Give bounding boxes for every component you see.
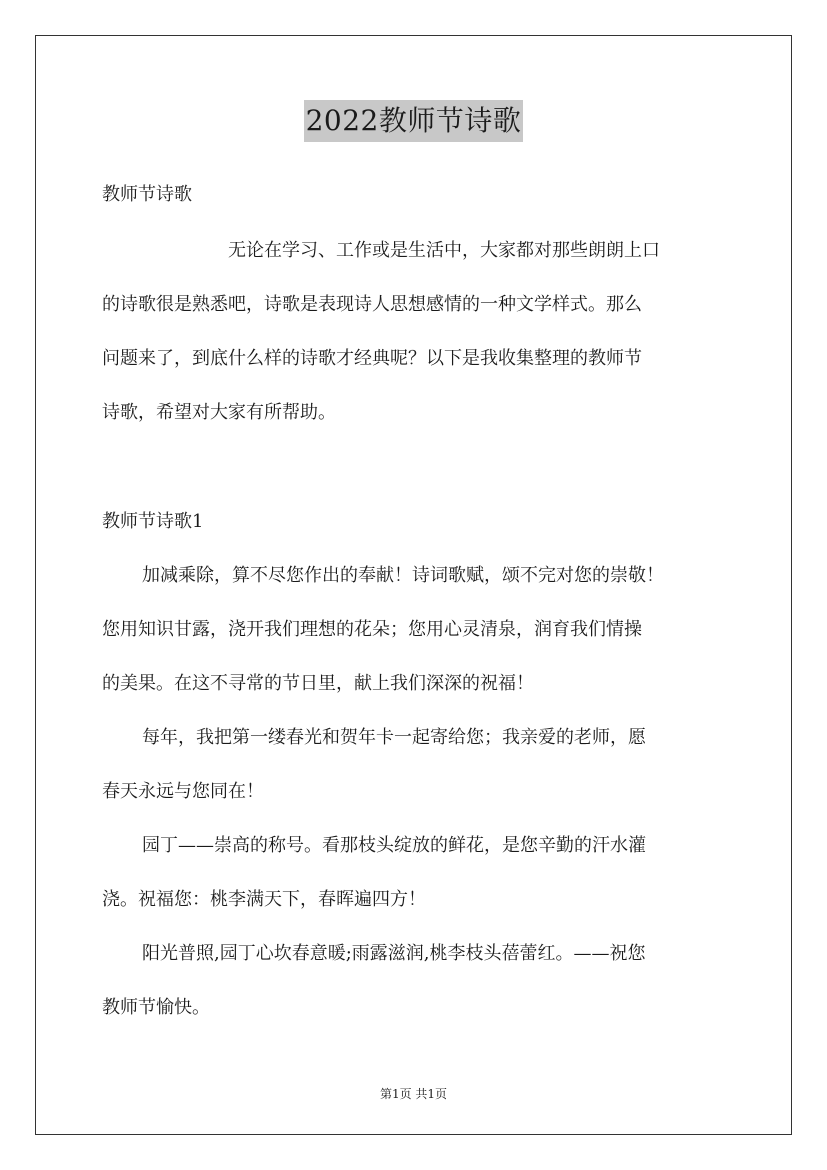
poem-p3-line-1: 园丁——崇高的称号。看那枝头绽放的鲜花，是您辛勤的汗水灌 [142, 835, 646, 856]
title-container [0, 100, 827, 142]
poem-p2-line-1: 每年，我把第一缕春光和贺年卡一起寄给您；我亲爱的老师，愿 [142, 727, 646, 748]
intro-line-4: 诗歌，希望对大家有所帮助。 [102, 402, 336, 423]
poem-heading: 教师节诗歌1 [102, 511, 204, 532]
intro-line-2: 的诗歌很是熟悉吧，诗歌是表现诗人思想感情的一种文学样式。那么 [102, 294, 642, 315]
section-heading: 教师节诗歌 [102, 184, 192, 205]
poem-p1-line-1: 加减乘除，算不尽您作出的奉献！诗词歌赋，颂不完对您的崇敬！ [142, 565, 664, 586]
poem-p1-line-2: 您用知识甘露，浇开我们理想的花朵；您用心灵清泉，润育我们情操 [102, 619, 642, 640]
poem-p2-line-2: 春天永远与您同在！ [102, 781, 264, 802]
document-title: 2022教师节诗歌 [304, 100, 524, 142]
poem-p1-line-3: 的美果。在这不寻常的节日里，献上我们深深的祝福！ [102, 673, 534, 694]
page-footer: 第1页 共1页 [379, 1087, 448, 1101]
intro-line-1: 无论在学习、工作或是生活中，大家都对那些朗朗上口 [228, 240, 660, 261]
poem-p4-line-2: 教师节愉快。 [102, 997, 210, 1018]
poem-p3-line-2: 浇。祝福您：桃李满天下，春晖遍四方！ [102, 889, 426, 910]
intro-line-3: 问题来了，到底什么样的诗歌才经典呢？以下是我收集整理的教师节 [102, 348, 642, 369]
poem-p4-line-1: 阳光普照,园丁心坎春意暖;雨露滋润,桃李枝头蓓蕾红。——祝您 [142, 943, 646, 964]
